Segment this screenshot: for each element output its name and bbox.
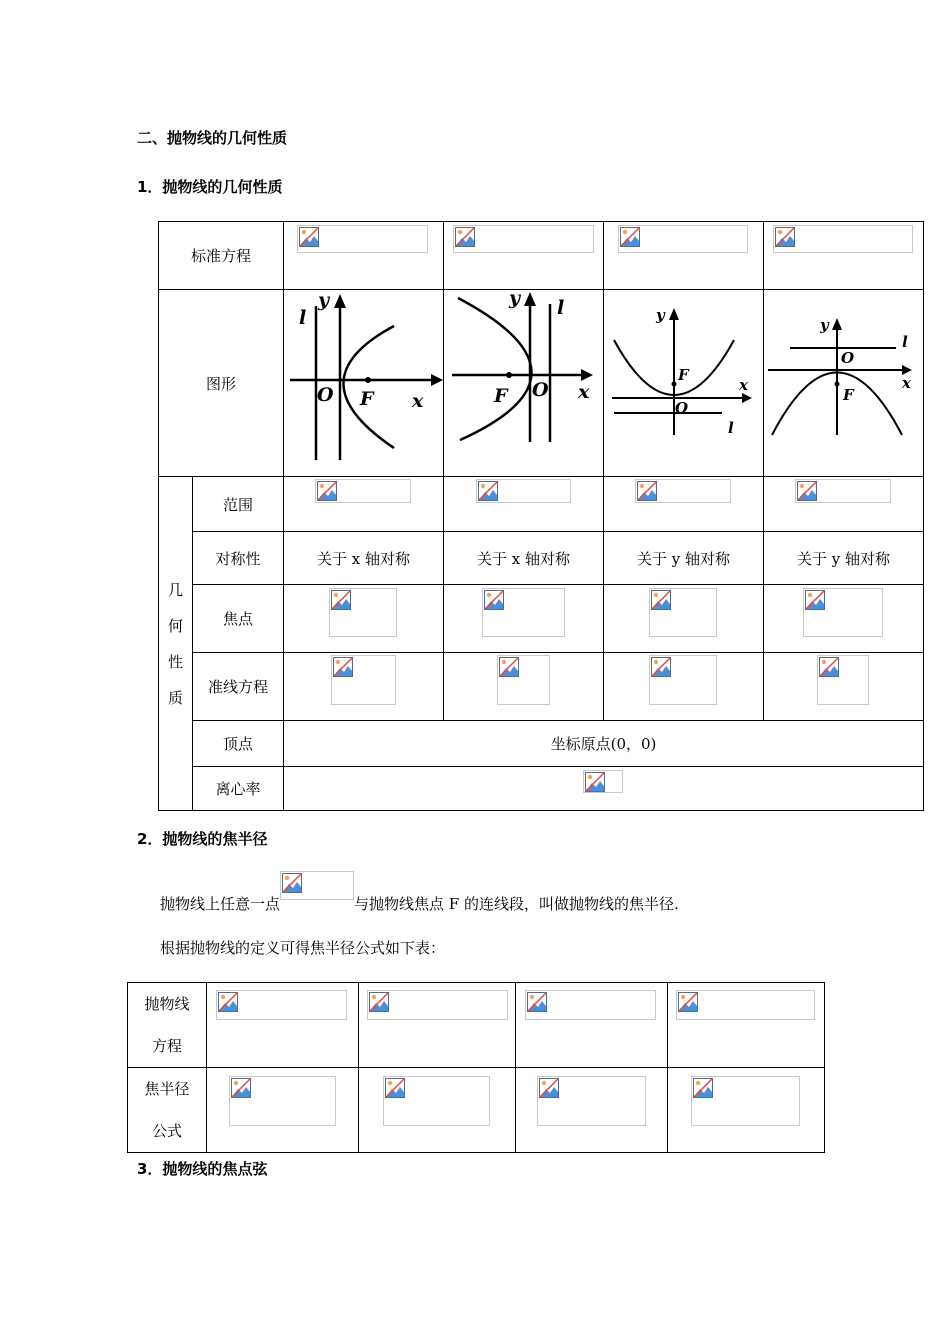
subsection-title-1: 1．抛物线的几何性质 bbox=[137, 178, 283, 196]
focus-label: F bbox=[360, 388, 374, 410]
broken-image-icon bbox=[478, 481, 498, 501]
formula-image bbox=[453, 225, 594, 253]
x-axis-label: x bbox=[739, 376, 748, 394]
broken-image-icon bbox=[317, 481, 337, 501]
broken-image-icon bbox=[651, 590, 671, 610]
broken-image-icon bbox=[385, 1078, 405, 1098]
formula-intro: 根据抛物线的定义可得焦半径公式如下表： bbox=[160, 939, 446, 957]
directrix-label: l bbox=[299, 307, 307, 329]
formula-image bbox=[649, 655, 717, 705]
broken-image-icon bbox=[331, 590, 351, 610]
vertex-label: 顶点 bbox=[193, 721, 284, 767]
std-equation-cell bbox=[604, 222, 764, 290]
definition-text-start: 抛物线上任意一点 bbox=[160, 895, 281, 913]
parabola-graph-up bbox=[604, 290, 763, 476]
equation-label-line1: 抛物线 bbox=[144, 995, 190, 1013]
std-equation-cell bbox=[444, 222, 604, 290]
broken-image-icon bbox=[819, 657, 839, 677]
formula-image bbox=[329, 588, 397, 637]
focus-cell bbox=[444, 585, 604, 653]
focal-radius-cell bbox=[668, 1068, 825, 1153]
broken-image-icon bbox=[651, 657, 671, 677]
formula-image bbox=[525, 990, 656, 1020]
origin-label: O bbox=[532, 379, 549, 401]
directrix-label: l bbox=[728, 419, 734, 437]
formula-image bbox=[315, 479, 411, 503]
eccentricity-label: 离心率 bbox=[193, 767, 284, 811]
formula-image bbox=[618, 225, 748, 253]
symmetry-value: 关于 y 轴对称 bbox=[764, 532, 924, 585]
broken-image-icon bbox=[282, 873, 302, 893]
y-axis-label: y bbox=[318, 290, 330, 311]
focal-radius-cell bbox=[516, 1068, 668, 1153]
directrix-label: l bbox=[902, 333, 908, 351]
std-equation-label: 标准方程 bbox=[159, 222, 284, 290]
focal-radius-label-line2: 公式 bbox=[151, 1122, 182, 1140]
broken-image-icon bbox=[499, 657, 519, 677]
y-axis-label: y bbox=[656, 306, 665, 324]
broken-image-icon bbox=[637, 481, 657, 501]
broken-image-icon bbox=[333, 657, 353, 677]
directrix-cell bbox=[444, 653, 604, 721]
formula-image bbox=[331, 655, 396, 705]
graph-cell bbox=[284, 290, 444, 477]
formula-image bbox=[537, 1076, 646, 1126]
broken-image-icon bbox=[484, 590, 504, 610]
equation-label bbox=[128, 983, 207, 1068]
y-axis-label: y bbox=[820, 316, 829, 334]
focus-cell bbox=[604, 585, 764, 653]
parabola-graph-down bbox=[764, 290, 923, 476]
symmetry-value: 关于 x 轴对称 bbox=[444, 532, 604, 585]
focal-radius-cell bbox=[359, 1068, 516, 1153]
formula-image bbox=[383, 1076, 490, 1126]
formula-image bbox=[817, 655, 869, 705]
symmetry-label: 对称性 bbox=[193, 532, 284, 585]
equation-cell bbox=[668, 983, 825, 1068]
parabola-properties-table bbox=[158, 221, 924, 811]
broken-image-icon bbox=[218, 992, 238, 1012]
range-cell bbox=[284, 477, 444, 532]
x-axis-label: x bbox=[412, 390, 424, 412]
formula-image bbox=[367, 990, 508, 1020]
formula-image bbox=[583, 770, 623, 793]
formula-image bbox=[795, 479, 891, 503]
broken-image-icon bbox=[539, 1078, 559, 1098]
equation-cell bbox=[207, 983, 359, 1068]
focus-label: F bbox=[678, 366, 689, 384]
focus-cell bbox=[284, 585, 444, 653]
section-title: 二、抛物线的几何性质 bbox=[137, 129, 288, 147]
formula-image bbox=[635, 479, 731, 503]
x-axis-label: x bbox=[578, 381, 590, 403]
graph-cell bbox=[444, 290, 604, 477]
directrix-label: l bbox=[557, 297, 565, 319]
directrix-cell bbox=[604, 653, 764, 721]
formula-image bbox=[216, 990, 347, 1020]
broken-image-icon bbox=[693, 1078, 713, 1098]
point-formula-image bbox=[280, 887, 354, 915]
broken-image-icon bbox=[527, 992, 547, 1012]
formula-image bbox=[773, 225, 913, 253]
focus-cell bbox=[764, 585, 924, 653]
focus-label: F bbox=[843, 386, 854, 404]
symmetry-value: 关于 y 轴对称 bbox=[604, 532, 764, 585]
definition-text-end: 与抛物线焦点 F 的连线段，叫做抛物线的焦半径. bbox=[354, 895, 679, 913]
directrix-row-label: 准线方程 bbox=[193, 653, 284, 721]
group-char: 质 bbox=[167, 688, 183, 707]
parabola-graph-left bbox=[444, 290, 603, 476]
origin-label: O bbox=[675, 399, 689, 417]
focal-radius-label bbox=[128, 1068, 207, 1153]
formula-image bbox=[482, 588, 565, 637]
formula-image bbox=[297, 225, 428, 253]
range-cell bbox=[764, 477, 924, 532]
geometric-properties-group bbox=[159, 477, 193, 811]
formula-image bbox=[649, 588, 717, 637]
focus-label: F bbox=[494, 385, 508, 407]
symmetry-value: 关于 x 轴对称 bbox=[284, 532, 444, 585]
eccentricity-cell bbox=[284, 767, 924, 811]
std-equation-cell bbox=[284, 222, 444, 290]
directrix-cell bbox=[764, 653, 924, 721]
formula-image bbox=[476, 479, 571, 503]
broken-image-icon bbox=[620, 227, 640, 247]
group-char: 何 bbox=[167, 616, 183, 635]
formula-image bbox=[676, 990, 815, 1020]
focal-radius-label-line1: 焦半径 bbox=[144, 1080, 190, 1098]
broken-image-icon bbox=[299, 227, 319, 247]
formula-image bbox=[691, 1076, 800, 1126]
broken-image-icon bbox=[231, 1078, 251, 1098]
broken-image-icon bbox=[775, 227, 795, 247]
parabola-graph-right bbox=[284, 290, 443, 476]
range-cell bbox=[444, 477, 604, 532]
equation-cell bbox=[516, 983, 668, 1068]
broken-image-icon bbox=[797, 481, 817, 501]
range-label: 范围 bbox=[193, 477, 284, 532]
group-char: 几 bbox=[167, 580, 183, 599]
group-char: 性 bbox=[167, 652, 183, 671]
broken-image-icon bbox=[585, 772, 605, 792]
focus-row-label: 焦点 bbox=[193, 585, 284, 653]
focal-radius-cell bbox=[207, 1068, 359, 1153]
broken-image-icon bbox=[678, 992, 698, 1012]
graph-label: 图形 bbox=[159, 290, 284, 477]
formula-image bbox=[229, 1076, 336, 1126]
equation-label-line2: 方程 bbox=[151, 1037, 182, 1055]
origin-label: O bbox=[841, 349, 855, 367]
focal-radius-table bbox=[127, 982, 825, 1153]
broken-image-icon bbox=[455, 227, 475, 247]
focal-radius-definition bbox=[160, 887, 679, 915]
std-equation-cell bbox=[764, 222, 924, 290]
y-axis-label: y bbox=[509, 290, 521, 309]
formula-image bbox=[497, 655, 550, 705]
origin-label: O bbox=[317, 384, 334, 406]
graph-cell bbox=[764, 290, 924, 477]
broken-image-icon bbox=[805, 590, 825, 610]
range-cell bbox=[604, 477, 764, 532]
vertex-value: 坐标原点(0，0) bbox=[284, 721, 924, 767]
equation-cell bbox=[359, 983, 516, 1068]
broken-image-icon bbox=[369, 992, 389, 1012]
formula-image bbox=[280, 871, 354, 900]
subsection-title-2: 2．抛物线的焦半径 bbox=[137, 830, 268, 848]
graph-cell bbox=[604, 290, 764, 477]
formula-image bbox=[803, 588, 883, 637]
x-axis-label: x bbox=[902, 374, 911, 392]
subsection-title-3: 3．抛物线的焦点弦 bbox=[137, 1160, 268, 1178]
directrix-cell bbox=[284, 653, 444, 721]
